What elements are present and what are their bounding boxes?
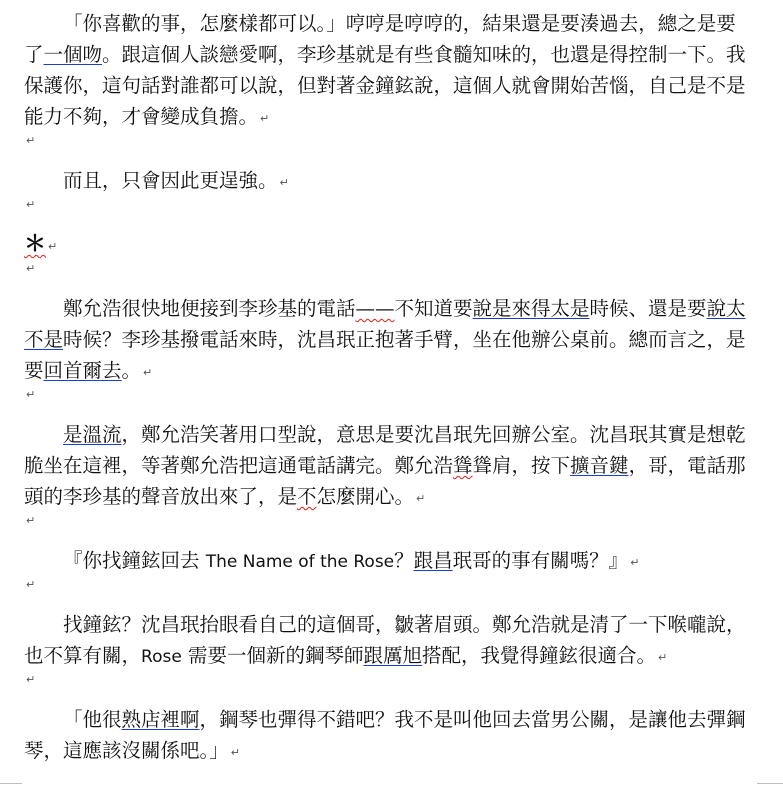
page-margin-marker-right <box>757 783 783 784</box>
grammar-underlined-text: 回首爾去 <box>43 359 122 382</box>
paragraph-mark-icon: ↵ <box>279 176 289 189</box>
paragraph-1 <box>24 8 750 134</box>
latin-text-run: The Name of the Rose <box>205 552 395 572</box>
text-run: 。 <box>121 359 142 382</box>
paragraph-mark-icon: ↵ <box>26 198 36 211</box>
text-run: 時候？李珍基撥電話來時，沈昌珉正抱著手臂，坐在他辦公桌前。總而言之，是要 <box>24 328 746 382</box>
text-run: 『你找鐘鉉回去 <box>63 549 206 572</box>
asterisk-separator: ＊ <box>24 231 47 257</box>
text-run: ，鄭允浩笑著用口型說，意思是要沈昌珉先回辦公室。沈昌珉其實是想乾脆坐在這裡，等著鄭允浩把這通電話講完。鄭允浩 <box>24 423 746 477</box>
empty-paragraph <box>24 134 750 165</box>
text-run: 而且，只會因此更逞強。 <box>63 169 278 192</box>
text-run: 鄭允浩很快地便接到李珍基的電話 <box>63 297 356 320</box>
paragraph-4 <box>24 293 750 388</box>
grammar-underlined-text: 說太不是 <box>24 297 746 351</box>
paragraph-6 <box>24 545 750 578</box>
text-run: 時候、還是要 <box>589 297 707 320</box>
section-break-star <box>24 229 750 262</box>
latin-text-run: Rose <box>141 647 182 667</box>
grammar-underlined-text: 跟昌 <box>413 549 453 572</box>
paragraph-mark-icon: ↵ <box>230 746 240 759</box>
paragraph-8 <box>24 704 750 768</box>
text-run: 怎麼開心。 <box>316 485 415 508</box>
empty-paragraph <box>24 673 750 704</box>
paragraph-mark-icon: ↵ <box>143 366 153 379</box>
text-run: 不知道要 <box>394 297 473 320</box>
paragraph-mark-icon: ↵ <box>26 673 36 686</box>
empty-paragraph <box>24 388 750 419</box>
text-run: ，鋼琴也彈得不錯吧？我不是叫他回去當男公關，是讓他去彈鋼琴，這應該沒關係吧。」 <box>24 708 746 762</box>
text-run: 搭配，我覺得鐘鉉很適合。 <box>422 644 657 667</box>
text-run: 「你喜歡的事，怎麼樣都可以。」哼哼是哼哼的，結果還是要湊過去，總之是要了 <box>24 12 736 66</box>
text-run: 。跟這個人談戀愛啊，李珍基就是有些食髓知味的，也還是得控制一下。我保護你，這句話對誰都可以說，但對著金鐘鉉說，這個人就會開始苦惱，自己是不是能力不夠，才會變成負擔。 <box>24 43 746 128</box>
grammar-underlined-text: 擴音鍵 <box>570 454 629 477</box>
grammar-underlined-text: 是溫流 <box>63 423 122 446</box>
paragraph-mark-icon: ↵ <box>26 514 36 527</box>
empty-paragraph <box>24 198 750 229</box>
paragraph-mark-icon: ↵ <box>26 388 36 401</box>
spell-squiggle-text: 聳 <box>453 454 473 477</box>
text-run: 聳肩，按下 <box>472 454 571 477</box>
paragraph-mark-icon: ↵ <box>630 556 640 569</box>
grammar-underlined-text: 跟厲旭 <box>363 644 422 667</box>
text-run: 找鐘鉉？沈昌珉抬眼看自己的這個哥，皺著眉頭。鄭允浩就是清了一下喉嚨說，也不算有關， <box>24 613 746 667</box>
grammar-underlined-text: 說是來得太是 <box>472 297 590 320</box>
document-body <box>24 8 750 768</box>
text-run: 「他很 <box>63 708 122 731</box>
paragraph-mark-icon: ↵ <box>26 578 36 591</box>
text-run: 珉哥的事有關嗎？』 <box>452 549 629 572</box>
text-run: 需要一個新的鋼琴師 <box>181 644 364 667</box>
empty-paragraph <box>24 514 750 545</box>
paragraph-2 <box>24 165 750 198</box>
spell-squiggle-text: —— <box>355 297 395 320</box>
grammar-underlined-text: 熟店裡啊 <box>121 708 200 731</box>
paragraph-mark-icon: ↵ <box>658 651 668 664</box>
paragraph-7 <box>24 609 750 673</box>
text-run: ？ <box>394 549 414 572</box>
paragraph-5 <box>24 419 750 514</box>
page-margin-marker-left <box>0 783 22 784</box>
paragraph-mark-icon: ↵ <box>260 112 270 125</box>
spell-squiggle-text: 不 <box>297 485 317 508</box>
grammar-underlined-text: 一個吻 <box>43 43 103 66</box>
text-run: ，哥，電話那頭的李珍基的聲音放出來了，是 <box>24 454 746 508</box>
paragraph-mark-icon: ↵ <box>26 134 36 147</box>
paragraph-mark-icon: ↵ <box>416 492 426 505</box>
paragraph-mark-icon: ↵ <box>26 262 36 275</box>
paragraph-mark-icon: ↵ <box>48 240 58 253</box>
empty-paragraph <box>24 262 750 293</box>
empty-paragraph <box>24 578 750 609</box>
